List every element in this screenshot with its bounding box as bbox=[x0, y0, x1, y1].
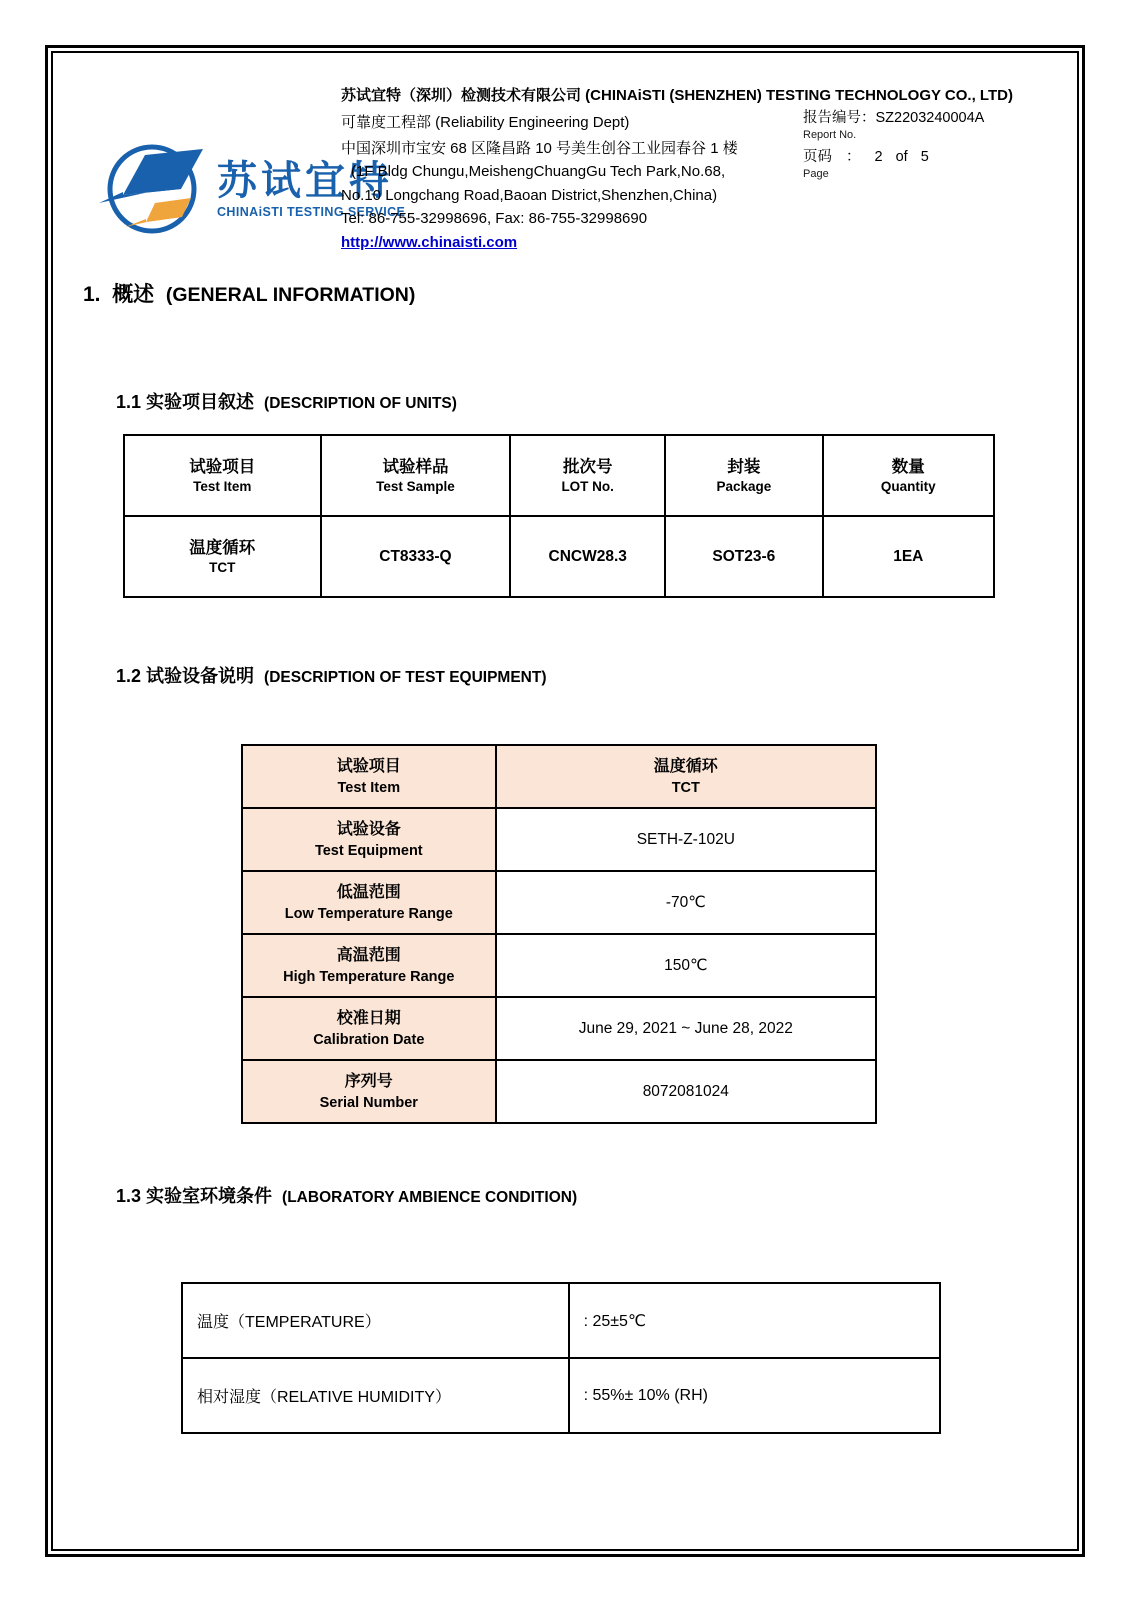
ambience-value-temperature: : 25±5℃ bbox=[569, 1283, 940, 1358]
report-no-row bbox=[803, 110, 1013, 127]
section-1-number: 1. bbox=[83, 283, 101, 307]
equipment-label-serial-number: 序列号 Serial Number bbox=[242, 1060, 496, 1123]
department-line: 可靠度工程部 (Reliability Engineering Dept) bbox=[341, 114, 630, 132]
address-en-line1: (1F Bldg Chungu,MeishengChuangGu Tech Park,No.68, bbox=[351, 163, 726, 181]
section-1-1-heading-cn: 1.1 实验项目叙述 bbox=[116, 392, 255, 413]
units-table-data-row bbox=[124, 516, 994, 597]
equipment-value-test-equipment: SETH-Z-102U bbox=[496, 808, 876, 871]
section-1-1-heading-en: (DESCRIPTION OF UNITS) bbox=[264, 395, 457, 413]
page-label-cn: 页码 bbox=[803, 148, 832, 165]
section-1-title bbox=[83, 278, 1047, 308]
units-cell-package: SOT23-6 bbox=[665, 516, 822, 597]
units-table-header-row bbox=[124, 435, 994, 516]
page-no-row bbox=[803, 149, 1013, 166]
equipment-value-high-temp: 150℃ bbox=[496, 934, 876, 997]
equipment-value-test-item: 温度循环 TCT bbox=[496, 745, 876, 808]
units-cell-test-sample: CT8333-Q bbox=[321, 516, 511, 597]
equipment-value-calibration-date: June 29, 2021 ~ June 28, 2022 bbox=[496, 997, 876, 1060]
units-table bbox=[123, 434, 995, 598]
units-header-quantity: 数量 Quantity bbox=[823, 435, 994, 516]
equipment-row-calibration-date bbox=[242, 997, 876, 1060]
section-1-1-heading bbox=[116, 388, 1047, 414]
website-link[interactable]: http://www.chinaisti.com bbox=[341, 233, 518, 251]
equipment-value-serial-number: 8072081024 bbox=[496, 1060, 876, 1123]
brand-name: 苏试宜特 bbox=[217, 158, 393, 203]
equipment-label-test-item: 试验项目 Test Item bbox=[242, 745, 496, 808]
report-meta bbox=[803, 110, 1013, 187]
ambience-table bbox=[181, 1282, 941, 1434]
section-1-title-en: (GENERAL INFORMATION) bbox=[165, 284, 416, 307]
units-header-test-item: 试验项目 Test Item bbox=[124, 435, 321, 516]
units-header-test-sample: 试验样品 Test Sample bbox=[321, 435, 511, 516]
ambience-label-humidity: 相对湿度（RELATIVE HUMIDITY） bbox=[182, 1358, 569, 1433]
page-frame bbox=[45, 45, 1085, 1557]
tel-fax-line: Tel: 86-755-32998696, Fax: 86-755-32998690 bbox=[341, 210, 648, 228]
page-value: 2 of 5 bbox=[874, 148, 929, 165]
company-info bbox=[341, 83, 1047, 254]
chinaisti-logo-icon bbox=[99, 141, 211, 237]
equipment-value-low-temp: -70℃ bbox=[496, 871, 876, 934]
units-cell-lot-no: CNCW28.3 bbox=[510, 516, 665, 597]
units-header-package: 封装 Package bbox=[665, 435, 822, 516]
section-1-title-cn: 概述 bbox=[112, 283, 155, 307]
equipment-row-test-item bbox=[242, 745, 876, 808]
units-header-lot-no: 批次号 LOT No. bbox=[510, 435, 665, 516]
equipment-table bbox=[241, 744, 877, 1124]
brand-tagline: CHINAiSTI TESTING SERVICE bbox=[217, 204, 406, 219]
address-cn: 中国深圳市宝安 68 区隆昌路 10 号美生创谷工业园春谷 1 楼 bbox=[341, 139, 738, 157]
units-cell-test-item: 温度循环 TCT bbox=[124, 516, 321, 597]
equipment-label-test-equipment: 试验设备 Test Equipment bbox=[242, 808, 496, 871]
equipment-row-low-temp bbox=[242, 871, 876, 934]
section-1-3-heading-en: (LABORATORY AMBIENCE CONDITION) bbox=[282, 1189, 578, 1207]
section-1-2-heading bbox=[116, 662, 1047, 688]
equipment-label-high-temp: 高温范围 High Temperature Range bbox=[242, 934, 496, 997]
ambience-row-humidity bbox=[182, 1358, 940, 1433]
report-header bbox=[83, 83, 1047, 254]
report-no-label-cn: 报告编号： bbox=[803, 110, 876, 126]
report-no-label-en: Report No. bbox=[803, 129, 857, 142]
page-inner-frame bbox=[51, 51, 1079, 1551]
address-en-line2: No.10 Longchang Road,Baoan District,Shenzhen,China) bbox=[341, 186, 718, 204]
ambience-value-humidity: : 55%± 10% (RH) bbox=[569, 1358, 940, 1433]
section-1-2-heading-cn: 1.2 试验设备说明 bbox=[116, 666, 255, 687]
equipment-row-high-temp bbox=[242, 934, 876, 997]
section-1-2-heading-en: (DESCRIPTION OF TEST EQUIPMENT) bbox=[264, 669, 547, 687]
report-no-value: SZ2203240004A bbox=[875, 110, 985, 126]
page-colon: ： bbox=[846, 148, 861, 165]
company-name: 苏试宜特（深圳）检测技术有限公司 (CHINAiSTI (SHENZHEN) TESTING TECHNOLOGY CO., LTD) bbox=[341, 87, 1013, 104]
page-label-en: Page bbox=[803, 167, 829, 180]
equipment-row-serial-number bbox=[242, 1060, 876, 1123]
section-1-3-heading-cn: 1.3 实验室环境条件 bbox=[116, 1186, 273, 1207]
equipment-row-test-equipment bbox=[242, 808, 876, 871]
units-cell-quantity: 1EA bbox=[823, 516, 994, 597]
equipment-label-calibration-date: 校准日期 Calibration Date bbox=[242, 997, 496, 1060]
ambience-row-temperature bbox=[182, 1283, 940, 1358]
ambience-label-temperature: 温度（TEMPERATURE） bbox=[182, 1283, 569, 1358]
section-1-3-heading bbox=[116, 1182, 1047, 1208]
company-logo bbox=[83, 83, 406, 254]
equipment-label-low-temp: 低温范围 Low Temperature Range bbox=[242, 871, 496, 934]
